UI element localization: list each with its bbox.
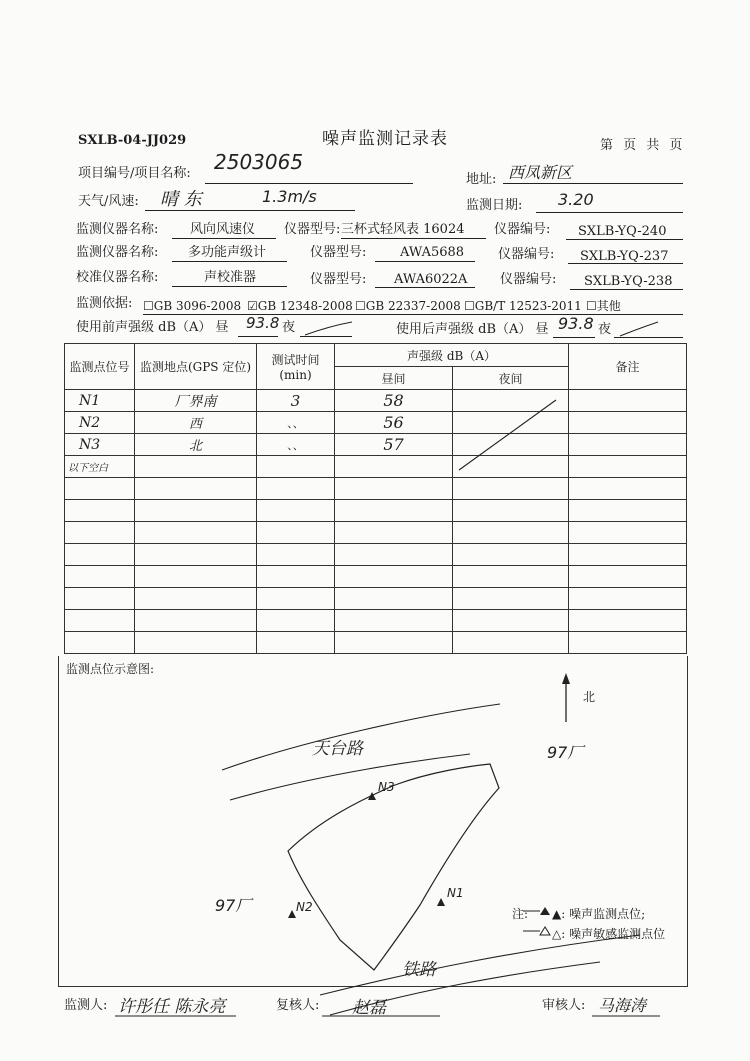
n3-marker-icon [368,792,376,800]
project-label: 项目编号/项目名称: [78,166,191,181]
row-1-location: 厂界南 [135,390,257,412]
row-2-location: 西 [135,412,257,434]
header-level: 声强级 dB（A） [335,344,569,367]
header-remark: 备注 [569,344,687,390]
factory-boundary [288,764,499,970]
checkbox-icon: ☐ [355,299,366,313]
row-2-time: 、、 [257,412,335,434]
n1-marker-icon [437,898,445,906]
checkbox-icon: ☐ [143,299,154,313]
header-night: 夜间 [453,367,569,390]
page-number: 第 页 共 页 [600,138,686,153]
page-title: 噪声监测记录表 [322,129,448,149]
row-1-time: 3 [257,390,335,412]
instrument-2-no-label: 仪器编号: [498,247,555,262]
instrument-3-name: 声校准器 [204,270,257,285]
review-label: 复核人: [276,998,320,1013]
row-3-time: 、、 [257,434,335,456]
instrument-3-no: SXLB-YQ-238 [584,274,673,289]
instrument-2-name: 多功能声级计 [188,245,267,260]
instrument-1-no: SXLB-YQ-240 [578,224,667,239]
checkbox-icon: ☐ [586,299,597,313]
basis-option-4-label: GB/T 12523-2011 [474,299,582,313]
n2-marker-icon [288,910,296,918]
factory-label-left: 97厂 [215,896,252,915]
night-strike-line [459,400,556,470]
n2-label: N2 [296,900,313,914]
instrument-3-model: AWA6022A [394,272,468,287]
row-3-location: 北 [135,434,257,456]
instrument-3-no-label: 仪器编号: [500,272,557,287]
n1-label: N1 [447,886,464,900]
basis-label: 监测依据: [76,296,133,311]
instrument-1-name: 风向风速仪 [190,222,256,237]
row-3-point: N3 [65,434,135,456]
basis-option-2-label: GB 12348-2008 [257,299,353,313]
audit-label: 审核人: [542,998,586,1013]
calib-before-label: 使用前声强级 dB（A） 昼 [76,320,229,335]
legend-solid-triangle-icon [540,907,550,915]
calib-before-value: 93.8 [246,314,280,332]
road-top-line-2 [230,754,470,800]
row-1-day: 58 [335,390,453,412]
diagram-label: 监测点位示意图: [66,662,155,676]
north-arrow-icon [562,673,570,722]
road-top-label: 天台路 [312,739,363,759]
calib-after-night-label: 夜 [598,322,612,337]
n3-label: N3 [378,780,395,794]
review-signature: 赵磊 [352,998,386,1018]
row-2-day: 56 [335,412,453,434]
audit-signature: 马海涛 [598,996,647,1015]
instrument-2-name-label: 监测仪器名称: [76,245,159,260]
row-4-point: 以下空白 [65,456,135,478]
instrument-1-no-label: 仪器编号: [494,222,551,237]
basis-option-5-label: 其他 [596,299,621,313]
row-3-day: 57 [335,434,453,456]
calib-before-night-label: 夜 [282,320,296,335]
checkbox-icon: ☐ [464,299,475,313]
form-code: SXLB-04-JJ029 [78,133,187,148]
weather-value: 晴 东 [160,189,202,210]
legend-note: 注: [512,907,529,921]
instrument-3-name-label: 校准仪器名称: [76,270,159,285]
instrument-2-model: AWA5688 [400,245,465,260]
calib-after-night-strike [620,322,658,336]
legend-solid: ▲: 噪声监测点位; [552,907,646,921]
row-2-point: N2 [65,412,135,434]
header-location: 监测地点(GPS 定位) [135,344,257,390]
factory-label-right: 97厂 [547,743,584,762]
instrument-1-name-label: 监测仪器名称: [76,222,159,237]
calib-after-value: 93.8 [558,314,594,333]
date-value: 3.20 [558,190,594,209]
wind-value: 1.3m/s [262,187,317,206]
header-day: 昼间 [335,367,453,390]
instrument-1-model: 三杯式轻风表 16024 [341,222,465,237]
north-label: 北 [583,690,596,704]
header-time-label: 测试时间 [271,353,320,367]
address-value: 西凤新区 [508,163,573,182]
calib-after-label: 使用后声强级 dB（A） 昼 [396,322,549,337]
monitor-signature: 许彤任 陈永亮 [118,997,226,1017]
header-time-unit: (min) [279,368,312,382]
instrument-2-model-label: 仪器型号: [310,245,367,260]
instrument-3-model-label: 仪器型号: [310,272,367,287]
legend-hollow-triangle-icon [540,927,550,935]
basis-option-1-label: GB 3096-2008 [153,299,242,313]
checked-checkbox-icon: ☑ [247,299,258,313]
header-point: 监测点位号 [65,344,135,390]
row-1-point: N1 [65,390,135,412]
basis-option-3-label: GB 22337-2008 [365,299,461,313]
calib-before-night-strike [305,322,352,335]
monitor-label: 监测人: [64,998,108,1013]
railway-label: 铁路 [402,960,436,980]
date-label: 监测日期: [466,198,523,213]
legend-hollow: △: 噪声敏感监测点位 [552,927,666,941]
address-label: 地址: [466,172,497,187]
instrument-1-model-label: 仪器型号: [284,222,341,237]
instrument-2-no: SXLB-YQ-237 [580,249,669,264]
weather-label: 天气/风速: [78,194,139,209]
project-value: 2503065 [214,150,304,174]
